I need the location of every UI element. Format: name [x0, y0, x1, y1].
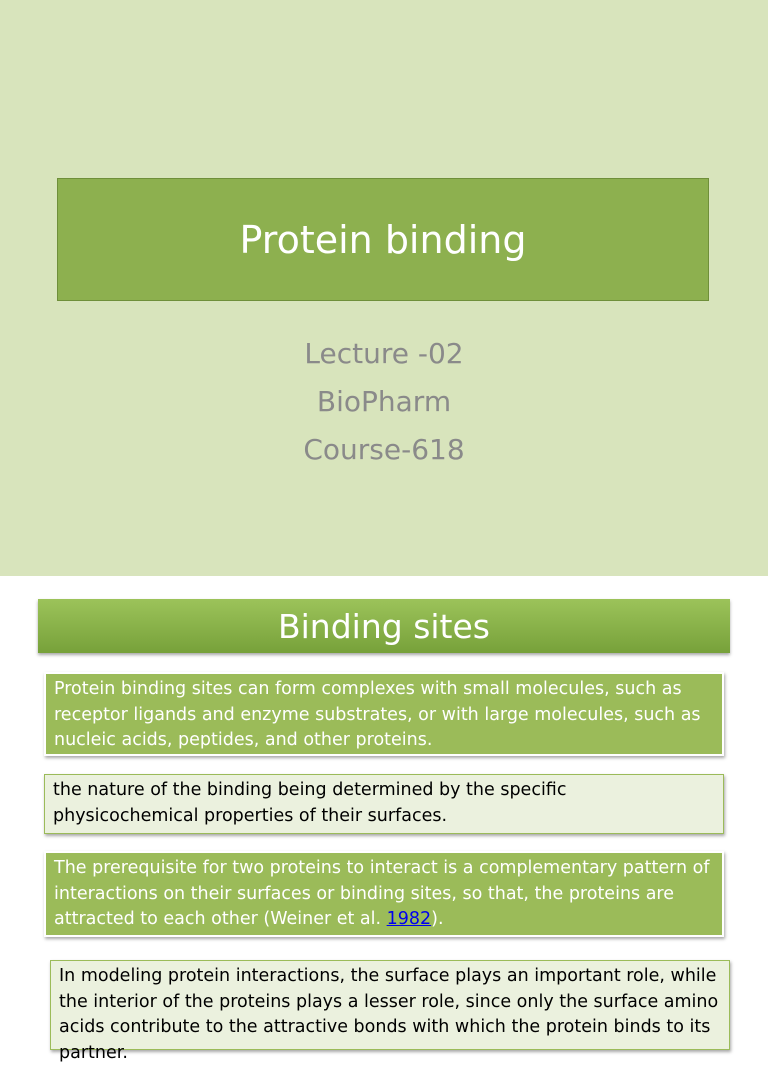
text-box-3-text: The prerequisite for two proteins to interact is a complementary pattern of interactions on their surfaces or binding sites, so that, the proteins are attracted to each other (Weiner et al.: [54, 858, 710, 929]
text-box-2: the nature of the binding being determined by the specific physicochemical properties of their surfaces.: [44, 774, 724, 834]
citation-link[interactable]: 1982: [386, 909, 432, 929]
subtitle-course: Course-618: [303, 433, 465, 466]
text-box-4: In modeling protein interactions, the surface plays an important role, while the interior of the proteins plays a lesser role, since only the surface amino acids contribute to the attractive bonds with which the protein binds to its partner.: [50, 960, 730, 1050]
text-box-1: Protein binding sites can form complexes with small molecules, such as receptor ligands and enzyme substrates, or with large molecules, such as nucleic acids, peptides, and other proteins.: [44, 672, 724, 756]
text-box-3: [44, 851, 724, 937]
binding-sites-slide: [0, 576, 768, 1063]
subtitle-program: BioPharm: [316, 385, 452, 418]
slide-title: Protein binding: [239, 217, 527, 262]
title-box: [57, 178, 709, 301]
slide-header-text: Binding sites: [278, 606, 490, 646]
text-box-3-end: ).: [431, 909, 444, 929]
slide-header: [38, 599, 730, 653]
subtitle-lecture: Lecture -02: [304, 337, 464, 370]
subtitle: [0, 330, 768, 474]
